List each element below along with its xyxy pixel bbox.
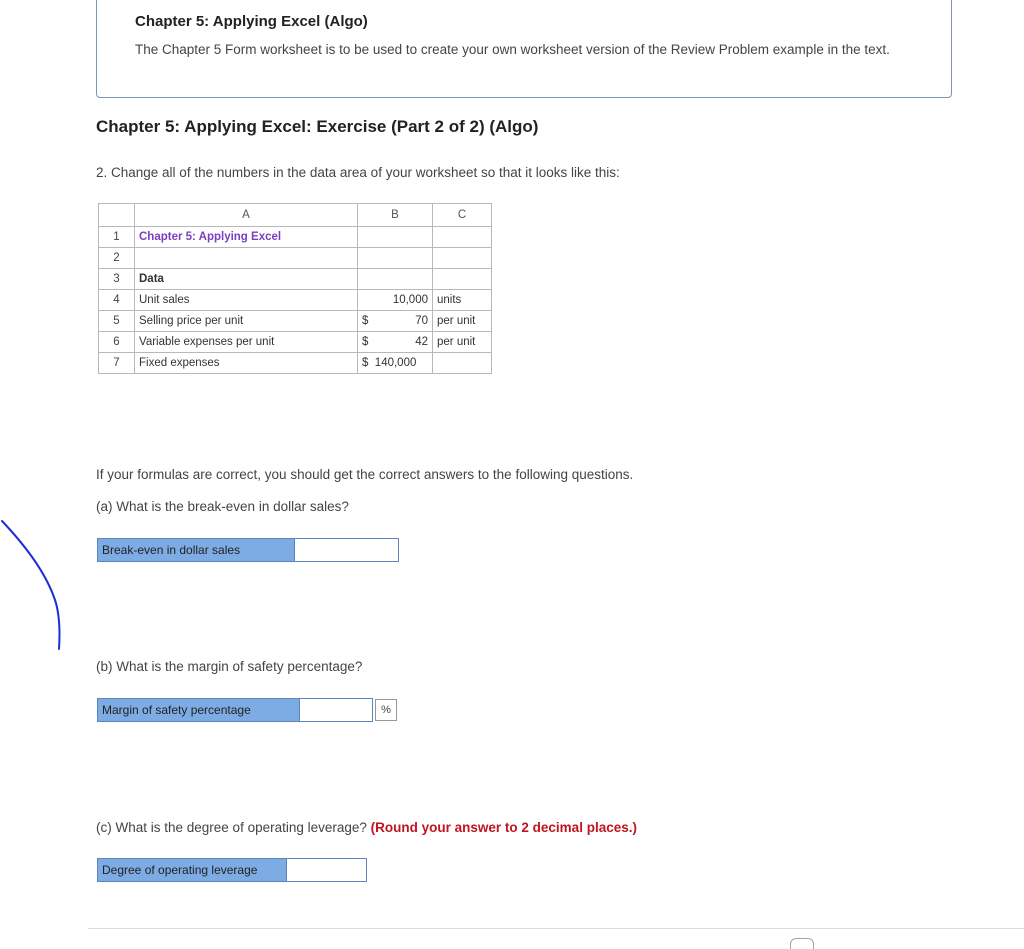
question-a-text: (a) What is the break-even in dollar sales?	[96, 499, 349, 514]
pen-scribble-mark	[0, 515, 70, 655]
instruction-text: 2. Change all of the numbers in the data area of your worksheet so that it looks like this:	[96, 165, 620, 180]
sheet-row-1	[99, 227, 492, 248]
currency-symbol: $	[362, 336, 369, 348]
cell-a7: Fixed expenses	[135, 353, 358, 374]
cell-c7	[433, 353, 492, 374]
column-header-row	[99, 204, 492, 227]
operating-leverage-input[interactable]	[287, 858, 367, 882]
info-title: Chapter 5: Applying Excel (Algo)	[135, 13, 368, 30]
margin-of-safety-input[interactable]	[300, 698, 373, 722]
row-number: 1	[99, 227, 135, 248]
sheet-row-6	[99, 332, 492, 353]
answer-row-b	[97, 698, 397, 722]
cell-c5: per unit	[433, 311, 492, 332]
sheet-row-2	[99, 248, 492, 269]
cell-b6-value: 42	[415, 336, 428, 348]
currency-symbol: $	[362, 315, 369, 327]
answer-row-c	[97, 858, 367, 882]
answer-label-a: Break-even in dollar sales	[97, 538, 295, 562]
question-b-text: (b) What is the margin of safety percentage?	[96, 659, 363, 674]
answer-input-wrap-a	[295, 538, 399, 562]
rounding-note: (Round your answer to 2 decimal places.)	[370, 820, 637, 835]
sheet-row-5	[99, 311, 492, 332]
cell-b5-value: 70	[415, 315, 428, 327]
cell-a3: Data	[135, 269, 358, 290]
cell-b4-value: 10,000	[392, 294, 428, 306]
help-icon[interactable]	[790, 938, 814, 949]
cell-a5: Selling price per unit	[135, 311, 358, 332]
required-information-box	[96, 0, 952, 98]
cell-b2	[358, 248, 433, 269]
cell-c1	[433, 227, 492, 248]
currency-symbol: $	[362, 357, 369, 369]
row-number: 6	[99, 332, 135, 353]
cell-b7	[358, 353, 433, 374]
row-number: 7	[99, 353, 135, 374]
row-number: 5	[99, 311, 135, 332]
percent-unit: %	[375, 699, 397, 721]
row-number: 4	[99, 290, 135, 311]
answer-row-a	[97, 538, 399, 562]
cell-b4	[358, 290, 433, 311]
info-text: The Chapter 5 Form worksheet is to be used to create your own worksheet version of the Review Problem example in the text.	[135, 42, 890, 57]
sheet-row-7	[99, 353, 492, 374]
cell-a2	[135, 248, 358, 269]
question-c-text	[96, 820, 637, 835]
cell-a4: Unit sales	[135, 290, 358, 311]
cell-b1	[358, 227, 433, 248]
cell-b6	[358, 332, 433, 353]
col-header-b: B	[358, 204, 433, 227]
sheet-row-3	[99, 269, 492, 290]
spreadsheet-table	[98, 203, 492, 374]
cell-c2	[433, 248, 492, 269]
col-header-c: C	[433, 204, 492, 227]
sheet-row-4	[99, 290, 492, 311]
corner-cell	[99, 204, 135, 227]
cell-a6: Variable expenses per unit	[135, 332, 358, 353]
row-number: 3	[99, 269, 135, 290]
answer-label-b: Margin of safety percentage	[97, 698, 300, 722]
footer-divider	[88, 928, 1024, 929]
break-even-dollar-sales-input[interactable]	[295, 538, 399, 562]
questions-intro: If your formulas are correct, you should get the correct answers to the following questions.	[96, 467, 634, 482]
cell-b5	[358, 311, 433, 332]
answer-input-wrap-c	[287, 858, 367, 882]
row-number: 2	[99, 248, 135, 269]
cell-b3	[358, 269, 433, 290]
exercise-title: Chapter 5: Applying Excel: Exercise (Part 2 of 2) (Algo)	[96, 117, 539, 136]
cell-b7-value: 140,000	[374, 357, 417, 369]
cell-c4: units	[433, 290, 492, 311]
answer-input-wrap-b	[300, 698, 373, 722]
cell-c6: per unit	[433, 332, 492, 353]
question-c-main: (c) What is the degree of operating leverage?	[96, 820, 371, 835]
col-header-a: A	[135, 204, 358, 227]
answer-label-c: Degree of operating leverage	[97, 858, 287, 882]
cell-c3	[433, 269, 492, 290]
cell-a1: Chapter 5: Applying Excel	[135, 227, 358, 248]
